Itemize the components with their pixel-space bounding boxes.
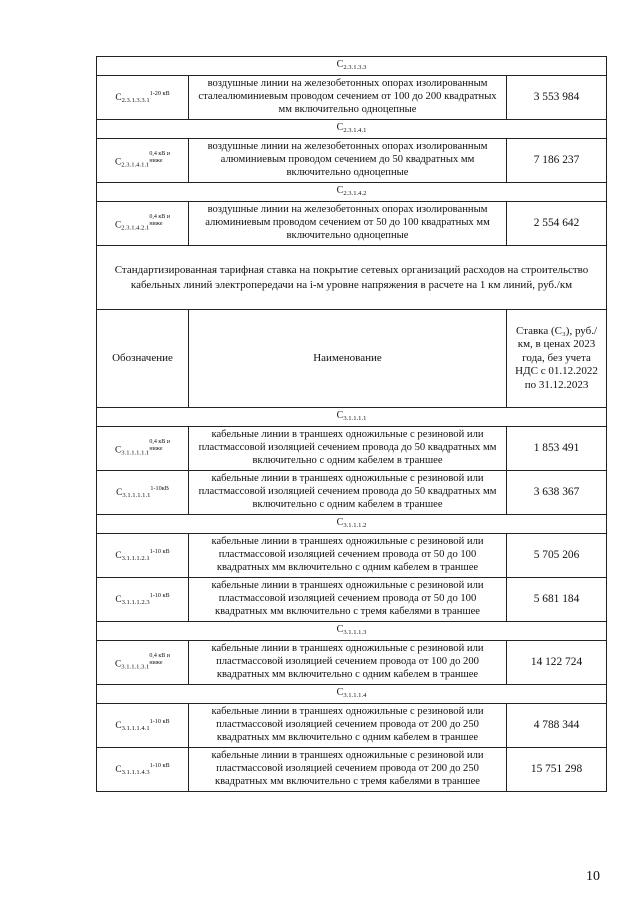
header-designation: Обозначение [97, 310, 189, 408]
code-base: С [336, 185, 344, 197]
item-designation [97, 76, 189, 120]
section-code [97, 408, 607, 427]
item-designation [97, 534, 189, 578]
code-subscript: 3.1.1.1.1.1 [121, 449, 150, 457]
item-rate: 5 705 206 [507, 534, 607, 578]
code-base: С [115, 220, 122, 231]
table-row [97, 76, 607, 120]
page-number: 10 [586, 869, 600, 884]
code-subscript: 3.1.1.1.2 [343, 522, 367, 530]
table-row [97, 139, 607, 183]
code-subscript: 2.3.1.3.3 [343, 64, 367, 72]
item-rate: 15 751 298 [507, 748, 607, 792]
code-base: С [115, 764, 122, 775]
voltage-level: 1-10 кВ [149, 591, 170, 599]
table-row [97, 427, 607, 471]
section-code [97, 622, 607, 641]
voltage-level-line2: ниже [149, 445, 163, 452]
item-name: кабельные линии в траншеях одножильные с резиновой или пластмассовой изоляцией сечением провода от 100 до 200 квадратных мм включительно с одним кабелем в траншее [189, 641, 507, 685]
tariff-table [96, 56, 607, 792]
voltage-level [149, 653, 170, 666]
voltage-level: 1-20 кВ [149, 89, 170, 97]
section-code [97, 515, 607, 534]
item-name: воздушные линии на железобетонных опорах изолированным алюминиевым проводом сечением от 50 до 100 квадратных мм включительно одноцепные [189, 202, 507, 246]
code-base: С [115, 92, 122, 103]
voltage-level: 1-10кВ [150, 484, 169, 492]
item-designation [97, 139, 189, 183]
item-name: кабельные линии в траншеях одножильные с резиновой или пластмассовой изоляцией сечением провода от 200 до 250 квадратных мм включительно с тремя кабелями в траншее [189, 748, 507, 792]
voltage-level-line1: 0,4 кВ и [149, 151, 170, 158]
code-subscript: 3.1.1.1.4.1 [121, 724, 150, 732]
code-base: С [115, 445, 122, 456]
section-row [97, 120, 607, 139]
item-rate: 2 554 642 [507, 202, 607, 246]
voltage-level-line1: 0,4 кВ и [149, 653, 170, 660]
voltage-level [149, 214, 170, 227]
code-subscript: 3.1.1.1.1.1 [122, 491, 151, 499]
item-rate: 1 853 491 [507, 427, 607, 471]
table-row [97, 704, 607, 748]
code-subscript: 3.1.1.1.2.1 [121, 554, 150, 562]
item-rate: 7 186 237 [507, 139, 607, 183]
voltage-level [149, 439, 170, 452]
table-row [97, 202, 607, 246]
table-row [97, 534, 607, 578]
section-row [97, 408, 607, 427]
code-subscript: 2.3.1.4.1.1 [121, 161, 150, 169]
table-intro: Стандартизированная тарифная ставка на покрытие сетевых организаций расходов на строительство кабельных линий электропередачи на i-м уровне напряжения в расчете на 1 км линий, руб./км [97, 246, 607, 310]
table-row [97, 748, 607, 792]
item-rate: 14 122 724 [507, 641, 607, 685]
item-rate: 3 553 984 [507, 76, 607, 120]
item-name: воздушные линии на железобетонных опорах изолированным сталеалюминиевым проводом сечением от 100 до 200 квадратных мм включительно одноцепные [189, 76, 507, 120]
section-code [97, 685, 607, 704]
section-row [97, 515, 607, 534]
code-subscript: 3.1.1.1.2.3 [121, 598, 150, 606]
voltage-level: 1-10 кВ [149, 547, 170, 555]
section-row [97, 57, 607, 76]
code-subscript: 3.1.1.1.1 [343, 415, 367, 423]
voltage-level-line1: 0,4 кВ и [149, 439, 170, 446]
table-row [97, 641, 607, 685]
code-subscript: 3.1.1.1.3 [343, 629, 367, 637]
item-name: кабельные линии в траншеях одножильные с резиновой или пластмассовой изоляцией сечением провода до 50 квадратных мм включительно с одним кабелем в траншее [189, 427, 507, 471]
code-base: С [336, 517, 344, 529]
item-name: кабельные линии в траншеях одножильные с резиновой или пластмассовой изоляцией сечением провода от 200 до 250 квадратных мм включительно с одним кабелем в траншее [189, 704, 507, 748]
item-name: кабельные линии в траншеях одножильные с резиновой или пластмассовой изоляцией сечением провода до 50 квадратных мм включительно с одним кабелем в траншее [189, 471, 507, 515]
item-designation [97, 202, 189, 246]
item-rate: 3 638 367 [507, 471, 607, 515]
header-rate: Ставка (С₃), руб./км, в ценах 2023 года, без учета НДС с 01.12.2022 по 31.12.2023 [507, 310, 607, 408]
code-base: С [336, 122, 344, 134]
item-designation [97, 578, 189, 622]
code-base: С [115, 720, 122, 731]
section-code [97, 120, 607, 139]
section-code [97, 183, 607, 202]
voltage-level-line2: ниже [149, 659, 163, 666]
code-subscript: 3.1.1.1.4.3 [121, 768, 150, 776]
table-row [97, 578, 607, 622]
item-designation [97, 471, 189, 515]
header-row [97, 310, 607, 408]
section-row [97, 622, 607, 641]
voltage-level [149, 151, 170, 164]
voltage-level-line1: 0,4 кВ и [149, 214, 170, 221]
code-base: С [336, 624, 344, 636]
code-base: С [115, 550, 122, 561]
code-base: С [336, 410, 344, 422]
code-subscript: 2.3.1.4.2 [343, 190, 367, 198]
code-base: С [336, 687, 344, 699]
table-row [97, 471, 607, 515]
item-designation [97, 427, 189, 471]
intro-row [97, 246, 607, 310]
section-row [97, 183, 607, 202]
code-subscript: 3.1.1.1.3.1 [121, 663, 150, 671]
code-base: С [115, 659, 122, 670]
code-base: С [336, 59, 344, 71]
code-subscript: 2.3.1.4.2.1 [121, 224, 150, 232]
voltage-level-line2: ниже [149, 157, 163, 164]
item-name: воздушные линии на железобетонных опорах изолированным алюминиевым проводом сечением до 50 квадратных мм включительно одноцепные [189, 139, 507, 183]
voltage-level: 1-10 кВ [149, 717, 170, 725]
item-name: кабельные линии в траншеях одножильные с резиновой или пластмассовой изоляцией сечением провода от 50 до 100 квадратных мм включительно с одним кабелем в траншее [189, 534, 507, 578]
code-base: С [115, 594, 122, 605]
code-subscript: 3.1.1.1.4 [343, 692, 367, 700]
voltage-level-line2: ниже [149, 220, 163, 227]
code-base: С [115, 157, 122, 168]
item-rate: 5 681 184 [507, 578, 607, 622]
code-base: С [116, 487, 123, 498]
item-name: кабельные линии в траншеях одножильные с резиновой или пластмассовой изоляцией сечением провода от 50 до 100 квадратных мм включительно с тремя кабелями в траншее [189, 578, 507, 622]
voltage-level: 1-10 кВ [149, 761, 170, 769]
item-designation [97, 748, 189, 792]
code-subscript: 2.3.1.4.1 [343, 127, 367, 135]
header-name: Наименование [189, 310, 507, 408]
item-rate: 4 788 344 [507, 704, 607, 748]
item-designation [97, 641, 189, 685]
code-subscript: 2.3.1.3.3.1 [121, 96, 150, 104]
section-code [97, 57, 607, 76]
item-designation [97, 704, 189, 748]
section-row [97, 685, 607, 704]
